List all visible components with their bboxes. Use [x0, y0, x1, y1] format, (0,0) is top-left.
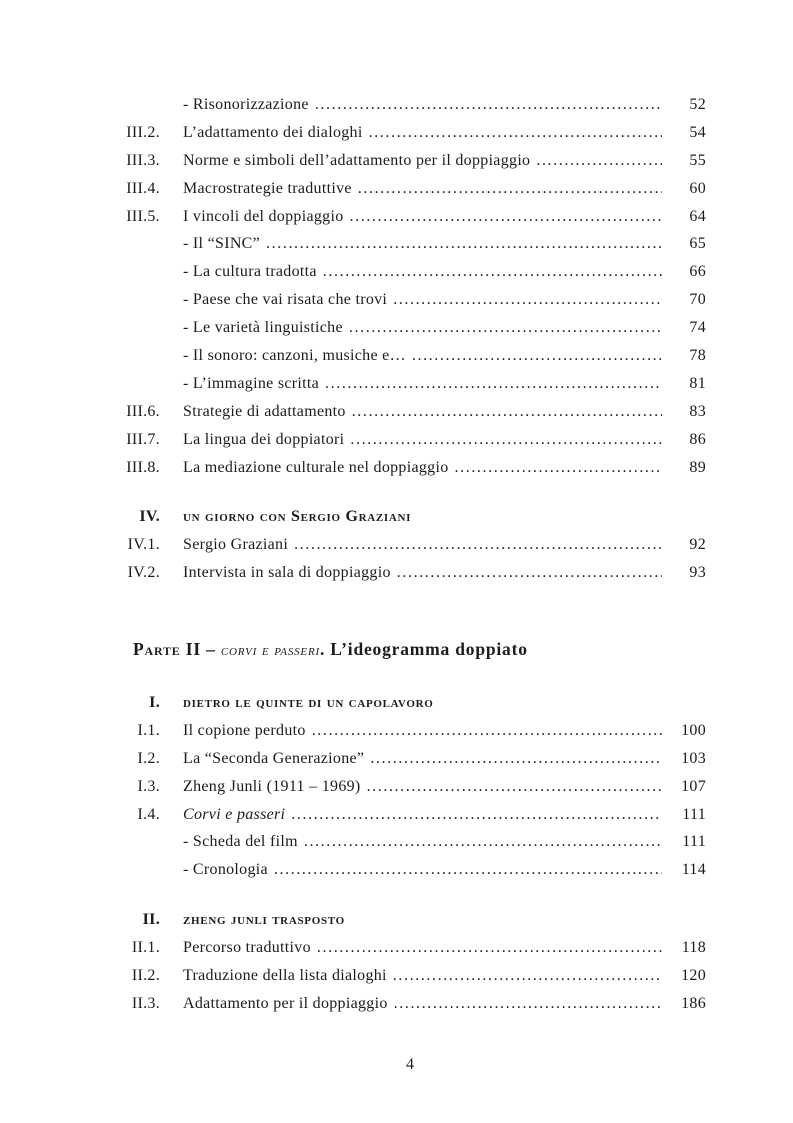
toc-entry-page: 107 — [681, 777, 706, 795]
toc-entry-label: I.3. — [137, 777, 160, 795]
toc-entry-title: - Il sonoro: canzoni, musiche e… — [183, 347, 406, 365]
toc-entry — [114, 398, 706, 426]
toc-entry-label: I.4. — [137, 805, 160, 823]
leader-dots — [388, 990, 662, 1018]
toc-entry — [114, 990, 706, 1018]
toc-entry — [114, 934, 706, 962]
toc-entry-label: III.4. — [126, 179, 160, 197]
toc-entry-label: III.2. — [126, 123, 160, 141]
toc-entry-title: Corvi e passeri — [183, 805, 286, 823]
toc-entry-page: 60 — [689, 179, 706, 197]
toc-entry-title: - Paese che vai risata che trovi — [183, 291, 388, 309]
leader-dots — [530, 147, 662, 175]
toc-entry-page: 103 — [681, 749, 706, 767]
toc-sub-entry — [114, 91, 706, 119]
leader-dots — [364, 745, 662, 773]
toc-sub-entry — [114, 230, 706, 258]
leader-dots — [391, 559, 662, 587]
leader-dots — [352, 175, 662, 203]
leader-dots — [363, 119, 662, 147]
toc-entry-page: 83 — [689, 402, 706, 420]
toc-entry-label: IV. — [139, 508, 160, 526]
toc-entry-page: 66 — [689, 263, 706, 281]
leader-dots — [298, 828, 662, 856]
toc-entry-label: III.7. — [126, 430, 160, 448]
toc-entry — [114, 119, 706, 147]
toc-entry-page: 55 — [689, 151, 706, 169]
toc-entry-title: - Le varietà linguistiche — [183, 319, 343, 337]
leader-dots — [361, 773, 662, 801]
leader-dots — [285, 801, 662, 829]
toc-entry-page: 100 — [681, 721, 706, 739]
toc-entry-page: 111 — [682, 805, 706, 823]
part-heading-segment: Parte II – — [133, 639, 221, 660]
toc-entry-title: Adattamento per il doppiaggio — [183, 994, 388, 1012]
table-of-contents — [114, 91, 706, 1018]
toc-entry-page: 186 — [681, 994, 706, 1012]
leader-dots — [387, 286, 662, 314]
toc-entry-label: IV.1. — [127, 536, 160, 554]
leader-dots — [319, 370, 662, 398]
toc-entry — [114, 559, 706, 587]
toc-sub-entry — [114, 828, 706, 856]
toc-entry-label: I.1. — [137, 721, 160, 739]
toc-entry — [114, 147, 706, 175]
leader-dots — [311, 934, 662, 962]
toc-entry-label: III.6. — [126, 402, 160, 420]
toc-entry-title: - Cronologia — [183, 861, 268, 879]
toc-part-heading — [114, 636, 706, 664]
leader-dots — [306, 717, 662, 745]
toc-entry-label: IV.2. — [127, 564, 160, 582]
toc-entry-label: III.3. — [126, 151, 160, 169]
toc-entry-title: un giorno con Sergio Graziani — [183, 508, 412, 526]
toc-sub-entry — [114, 856, 706, 884]
toc-entry-page: 54 — [689, 123, 706, 141]
toc-entry-page: 70 — [689, 291, 706, 309]
toc-entry-title: Il copione perduto — [183, 721, 306, 739]
leader-dots — [260, 230, 662, 258]
leader-dots — [449, 454, 662, 482]
toc-entry — [114, 426, 706, 454]
toc-entry-title: - La cultura tradotta — [183, 263, 317, 281]
toc-entry-title: - Il “SINC” — [183, 235, 261, 253]
toc-section-heading — [114, 503, 706, 531]
toc-entry-title: - Scheda del film — [183, 833, 298, 851]
toc-entry-page: 114 — [681, 861, 706, 879]
toc-entry-page: 89 — [689, 458, 706, 476]
toc-entry-label: I. — [149, 694, 160, 712]
toc-entry — [114, 717, 706, 745]
toc-entry — [114, 203, 706, 231]
toc-entry-label: II.3. — [131, 994, 160, 1012]
toc-entry-title: - L’immagine scritta — [183, 374, 320, 392]
leader-dots — [288, 531, 662, 559]
toc-entry-title: Sergio Graziani — [183, 536, 289, 554]
toc-entry-title: La “Seconda Generazione” — [183, 749, 365, 767]
toc-sub-entry — [114, 258, 706, 286]
toc-entry-page: 65 — [689, 235, 706, 253]
toc-entry-page: 52 — [689, 96, 706, 113]
toc-entry — [114, 454, 706, 482]
toc-entry — [114, 175, 706, 203]
toc-entry-label: II.2. — [131, 967, 160, 985]
leader-dots — [346, 398, 662, 426]
toc-entry — [114, 801, 706, 829]
toc-entry-title: Intervista in sala di doppiaggio — [183, 564, 391, 582]
toc-entry-label: II. — [142, 911, 160, 929]
toc-entry-page: 81 — [689, 374, 706, 392]
toc-entry-title: L’adattamento dei dialoghi — [183, 123, 363, 141]
toc-entry-page: 64 — [689, 207, 706, 225]
toc-entry-page: 93 — [689, 564, 706, 582]
toc-entry-title: Norme e simboli dell’adattamento per il doppiaggio — [183, 151, 531, 169]
leader-dots — [387, 962, 662, 990]
toc-entry-title: Macrostrategie traduttive — [183, 179, 352, 197]
toc-sub-entry — [114, 286, 706, 314]
toc-sub-entry — [114, 370, 706, 398]
toc-entry-title: - Risonorizzazione — [183, 96, 309, 113]
toc-section-heading — [114, 689, 706, 717]
part-heading-segment: corvi e passeri — [220, 642, 320, 660]
leader-dots — [344, 203, 662, 231]
toc-entry-page: 118 — [681, 939, 706, 957]
toc-entry — [114, 962, 706, 990]
toc-entry-page: 86 — [689, 430, 706, 448]
leader-dots — [344, 426, 662, 454]
toc-entry-title: dietro le quinte di un capolavoro — [183, 694, 434, 712]
leader-dots — [317, 258, 662, 286]
toc-entry-page: 78 — [689, 347, 706, 365]
toc-entry-title: I vincoli del doppiaggio — [183, 207, 344, 225]
footer-page-number: 4 — [406, 1056, 414, 1073]
toc-entry-title: Strategie di adattamento — [183, 402, 346, 420]
toc-entry-title: zheng junli trasposto — [183, 911, 345, 929]
leader-dots — [309, 91, 662, 119]
toc-entry-title: Percorso traduttivo — [183, 939, 311, 957]
toc-entry-title: La mediazione culturale nel doppiaggio — [183, 458, 449, 476]
leader-dots — [343, 314, 662, 342]
toc-entry-page: 120 — [681, 967, 706, 985]
toc-entry-title: La lingua dei doppiatori — [183, 430, 345, 448]
toc-entry — [114, 531, 706, 559]
toc-entry-page: 111 — [682, 833, 706, 851]
toc-entry-label: III.8. — [126, 458, 160, 476]
toc-entry-label: II.1. — [131, 939, 160, 957]
toc-entry-page: 74 — [689, 319, 706, 337]
toc-entry-label: I.2. — [137, 749, 160, 767]
toc-entry-title: Traduzione della lista dialoghi — [183, 967, 387, 985]
toc-sub-entry — [114, 314, 706, 342]
toc-sub-entry — [114, 342, 706, 370]
leader-dots — [268, 856, 662, 884]
leader-dots — [406, 342, 662, 370]
toc-entry-label: III.5. — [126, 207, 160, 225]
toc-section-heading — [114, 906, 706, 934]
toc-entry-page: 92 — [689, 536, 706, 554]
part-heading-segment: . L’ideogramma doppiato — [319, 639, 528, 660]
toc-entry — [114, 773, 706, 801]
toc-entry — [114, 745, 706, 773]
toc-entry-title: Zheng Junli (1911 – 1969) — [183, 777, 361, 795]
